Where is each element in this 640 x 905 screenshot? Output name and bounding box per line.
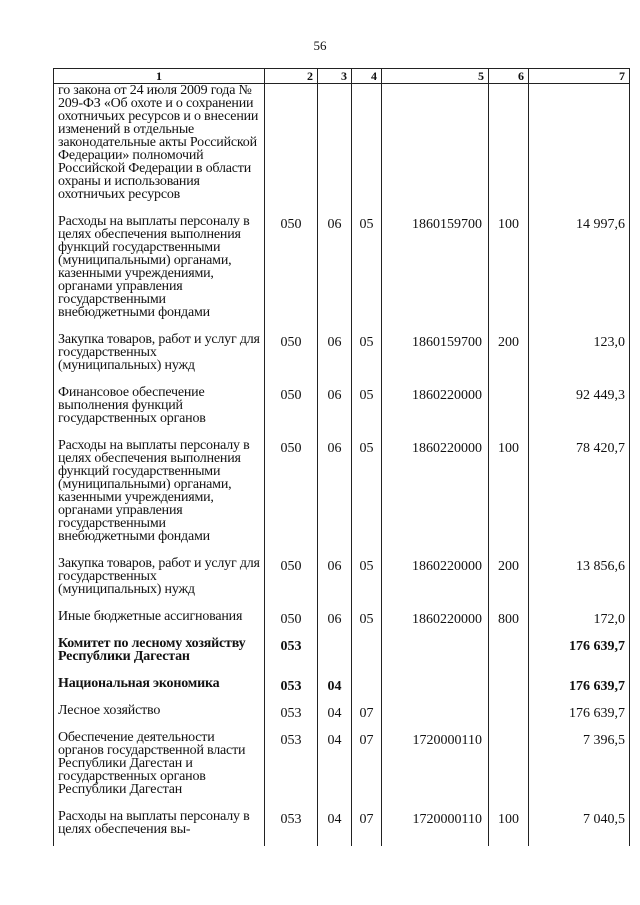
header-col-4: 4 [352, 69, 382, 84]
budget-table [53, 68, 630, 846]
row-ministry-code: 053 [265, 677, 318, 704]
row-section: 06 [318, 333, 352, 386]
row-amount: 172,0 [529, 610, 630, 637]
row-ministry-code: 053 [265, 637, 318, 677]
row-expense-type: 100 [489, 810, 529, 846]
row-ministry-code [265, 84, 318, 216]
row-subsection: 07 [352, 731, 382, 810]
table-row [54, 704, 630, 731]
row-name: Расходы на выплаты персоналу в целях обеспечения выполнения функций государственными (муниципальными) органами, казенными учреждениями, органами управления государственными внебюджетными фондами [54, 215, 265, 333]
row-ministry-code: 050 [265, 215, 318, 333]
row-expense-type: 100 [489, 215, 529, 333]
row-target-article: 1860220000 [382, 557, 489, 610]
row-ministry-code: 050 [265, 439, 318, 557]
row-name: Лесное хозяйство [54, 704, 265, 731]
row-target-article: 1720000110 [382, 731, 489, 810]
row-expense-type: 200 [489, 557, 529, 610]
header-col-6: 6 [489, 69, 529, 84]
row-subsection: 07 [352, 704, 382, 731]
row-target-article: 1860220000 [382, 386, 489, 439]
header-col-3: 3 [318, 69, 352, 84]
row-subsection [352, 84, 382, 216]
row-section [318, 637, 352, 677]
header-col-5: 5 [382, 69, 489, 84]
row-name: Расходы на выплаты персоналу в целях обеспечения выполнения функций государственными (муниципальными) органами, казенными учреждениями, органами управления государственными внебюджетными фондами [54, 439, 265, 557]
row-expense-type: 200 [489, 333, 529, 386]
row-name: Комитет по лесному хозяйству Республики Дагестан [54, 637, 265, 677]
row-amount: 7 396,5 [529, 731, 630, 810]
row-expense-type [489, 386, 529, 439]
row-expense-type [489, 704, 529, 731]
row-amount: 78 420,7 [529, 439, 630, 557]
row-name: го закона от 24 июля 2009 года № 209-ФЗ «Об охоте и о сохранении охотничьих ресурсов и о внесении изменений в отдельные законодательные акты Российской Федерации» полномочий Российской Федерации в области охраны и использования охотничьих ресурсов [54, 84, 265, 216]
table-row [54, 333, 630, 386]
table-row [54, 439, 630, 557]
row-amount: 92 449,3 [529, 386, 630, 439]
row-name: Расходы на выплаты персоналу в целях обеспечения вы- [54, 810, 265, 846]
row-expense-type: 800 [489, 610, 529, 637]
row-target-article [382, 704, 489, 731]
row-name: Обеспечение деятельности органов государственной власти Республики Дагестан и государственных органов Республики Дагестан [54, 731, 265, 810]
row-subsection: 05 [352, 439, 382, 557]
header-row [54, 69, 630, 84]
table-row [54, 637, 630, 677]
table-row [54, 557, 630, 610]
table-row [54, 215, 630, 333]
row-amount: 176 639,7 [529, 677, 630, 704]
row-section: 06 [318, 386, 352, 439]
row-target-article: 1860159700 [382, 215, 489, 333]
row-ministry-code: 050 [265, 557, 318, 610]
row-subsection: 05 [352, 557, 382, 610]
row-section: 04 [318, 731, 352, 810]
row-ministry-code: 050 [265, 386, 318, 439]
row-amount: 13 856,6 [529, 557, 630, 610]
table-row [54, 810, 630, 846]
row-amount: 123,0 [529, 333, 630, 386]
row-name: Финансовое обеспечение выполнения функций государственных органов [54, 386, 265, 439]
row-target-article: 1860220000 [382, 610, 489, 637]
row-amount [529, 84, 630, 216]
row-subsection: 05 [352, 386, 382, 439]
row-ministry-code: 053 [265, 731, 318, 810]
row-target-article [382, 637, 489, 677]
table-row [54, 610, 630, 637]
table-row [54, 731, 630, 810]
row-amount: 176 639,7 [529, 637, 630, 677]
row-subsection: 05 [352, 215, 382, 333]
row-name: Иные бюджетные ассигнования [54, 610, 265, 637]
row-section: 04 [318, 704, 352, 731]
header-col-7: 7 [529, 69, 630, 84]
row-ministry-code: 050 [265, 333, 318, 386]
row-section [318, 84, 352, 216]
row-name: Закупка товаров, работ и услуг для государственных (муниципальных) нужд [54, 557, 265, 610]
row-section: 06 [318, 439, 352, 557]
row-expense-type [489, 731, 529, 810]
row-ministry-code: 053 [265, 704, 318, 731]
row-amount: 7 040,5 [529, 810, 630, 846]
row-amount: 14 997,6 [529, 215, 630, 333]
row-subsection [352, 637, 382, 677]
page-number: 56 [313, 38, 327, 53]
table-row [54, 386, 630, 439]
header-col-2: 2 [265, 69, 318, 84]
row-section: 06 [318, 557, 352, 610]
row-target-article: 1720000110 [382, 810, 489, 846]
table-row [54, 84, 630, 216]
row-subsection: 05 [352, 610, 382, 637]
row-expense-type [489, 637, 529, 677]
row-name: Закупка товаров, работ и услуг для государственных (муниципальных) нужд [54, 333, 265, 386]
row-ministry-code: 050 [265, 610, 318, 637]
row-ministry-code: 053 [265, 810, 318, 846]
row-expense-type: 100 [489, 439, 529, 557]
row-target-article [382, 677, 489, 704]
row-section: 06 [318, 215, 352, 333]
row-amount: 176 639,7 [529, 704, 630, 731]
row-subsection: 07 [352, 810, 382, 846]
table-row [54, 677, 630, 704]
row-target-article: 1860220000 [382, 439, 489, 557]
row-target-article [382, 84, 489, 216]
row-section: 06 [318, 610, 352, 637]
row-section: 04 [318, 677, 352, 704]
row-name: Национальная экономика [54, 677, 265, 704]
row-subsection [352, 677, 382, 704]
row-target-article: 1860159700 [382, 333, 489, 386]
row-expense-type [489, 84, 529, 216]
row-expense-type [489, 677, 529, 704]
row-section: 04 [318, 810, 352, 846]
header-col-1: 1 [54, 69, 265, 84]
row-subsection: 05 [352, 333, 382, 386]
